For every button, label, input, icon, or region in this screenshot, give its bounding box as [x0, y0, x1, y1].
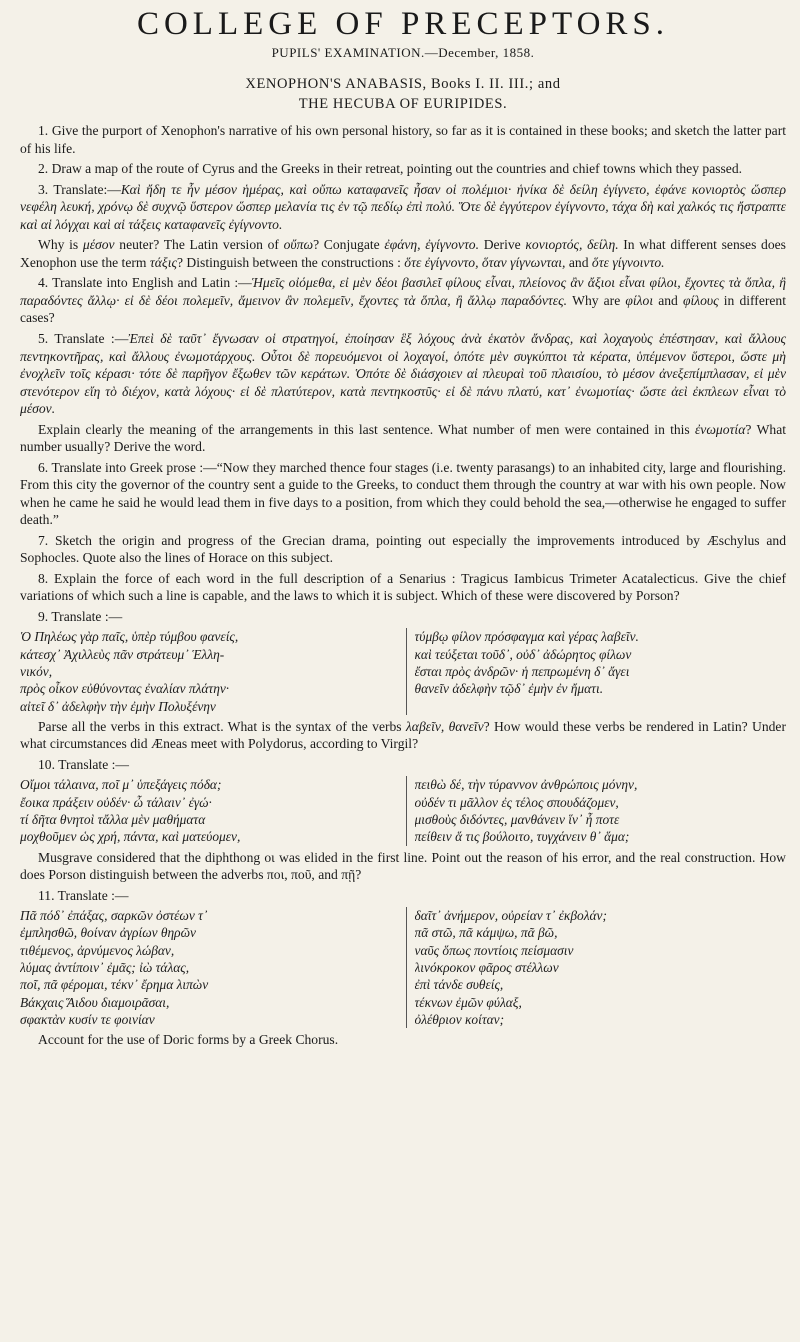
verse-line: ἐπὶ τάνδε συθείς, [414, 977, 504, 993]
verse-column-right [406, 628, 787, 714]
question-3: 3. Translate:—Καὶ ἤδη τε ἦν μέσον ἡμέρας, καὶ οὔπω καταφανεῖς ἦσαν οἱ πολέμιοι· ἡνίκα δὲ δείλη ἐγίγνετο, ἐφάνε κονιορτὸς ὥσπερ νεφέλη λευκή, χρόνῳ δὲ συχνῷ ὕστερον ὥσπερ μελανία τις ἐν τῷ πεδίῳ ἐπὶ πολύ. Ὅτε δὲ ἐγγύτερον ἐγίγνοντο, τάχα δὴ καὶ χαλκός τις ἤστραπτε καὶ αἱ λόγχαι καὶ αἱ τάξεις καταφανεῖς ἐγίγνοντο. [20, 181, 786, 232]
verse-line: Οἴμοι τάλαινα, ποῖ μ᾽ ὑπεξάγεις πόδα; [20, 777, 222, 793]
verse-column-right [406, 776, 787, 845]
question-8: 8. Explain the force of each word in the full description of a Senarius : Tragicus Iambicus Trimeter Acatalecticus. Give the chief variations of which such a line is capable, and the laws to which it is subject. Which of these were discovered by Porson? [20, 570, 786, 604]
question-11-tasks: Account for the use of Doric forms by a Greek Chorus. [38, 1032, 339, 1048]
verse-column-left [20, 628, 392, 714]
verse-line: Ὁ Πηλέως γὰρ παῖς, ὑπὲρ τύμβου φανείς, [20, 629, 239, 645]
greek-passage: Καὶ ἤδη τε ἦν μέσον ἡμέρας, καὶ οὔπω καταφανεῖς ἦσαν οἱ πολέμιοι· ἡνίκα δὲ δείλη ἐγίγνετο, ἐφάνε κονιορτὸς ὥσπερ νεφέλη λευκή, χρόνῳ δὲ συχνῷ ὕστερον ὥσπερ μελανία τις ἐν τῷ πεδίῳ ἐπὶ πολύ. Ὅτε δὲ ἐγγύτερον ἐγίγνοντο, τάχα δὴ καὶ χαλκός τις ἤστραπτε καὶ αἱ λόγχαι καὶ αἱ τάξεις καταφανεῖς ἐγίγνοντο. [20, 181, 786, 232]
verse-line: πείθειν ἅ τις βούλοιτο, τυγχάνειν θ᾽ ἅμα; [414, 829, 630, 845]
question-9: 9. Translate :— [38, 608, 123, 624]
question-9-tasks: Parse all the verbs in this extract. What is the syntax of the verbs λαβεῖν, θανεῖν? How would these verbs be rendered in Latin? Under what circumstances did Æneas meet with Polydorus, according to Virgil? [20, 718, 786, 752]
verse-line: τέκνων ἐμῶν φύλαξ, [414, 994, 522, 1010]
verse-line: πειθὼ δέ, τὴν τύραννον ἀνθρώποις μόνην, [414, 777, 638, 793]
verse-column-left [20, 907, 392, 1028]
verse-line: τύμβῳ φίλον πρόσφαγμα καὶ γέρας λαβεῖν. [414, 629, 639, 645]
exam-subtitle: PUPILS' EXAMINATION.—December, 1858. [271, 45, 535, 60]
question-4: 4. Translate into English and Latin :—Ἡμεῖς οἰόμεθα, εἰ μὲν δέοι βασιλεῖ φίλους εἶναι, πλείονος ἂν ἄξιοι εἶναι φίλοι, ἔχοντες τὰ ὅπλα, ἢ παραδόντες ἄλλῳ· εἰ δὲ δέοι πολεμεῖν, ἄμεινον ἂν πολεμεῖν, ἔχοντες τὰ ὅπλα, ἢ ἄλλῳ παραδόντες. Why are φίλοι and φίλους in different cases? [20, 275, 786, 326]
verse-line: οὐδέν τι μᾶλλον ἐς τέλος σπουδάζομεν, [414, 794, 619, 810]
verse-line: ἐμπλησθῶ, θοίναν ἀγρίων θηρῶν [20, 925, 196, 941]
verse-extract [20, 628, 786, 714]
verse-line: τιθέμενος, ἀρνύμενος λώβαν, [20, 942, 175, 958]
verse-line: τί δῆτα θνητοὶ τἄλλα μὲν μαθήματα [20, 812, 206, 828]
verse-line: ὀλέθριον κοίταν; [414, 1011, 505, 1027]
question-3-tasks: Why is μέσον neuter? The Latin version of οὔπω? Conjugate ἐφάνη, ἐγίγνοντο. Derive κονιορτός, δείλη. In what different senses does Xenophon use the term τάξις? Distinguish between the constructions : ὅτε ἐγίγνοντο, ὅταν γίγνωνται, and ὅτε γίγνοιντο. [20, 237, 786, 270]
college-title: COLLEGE OF PRECEPTORS. [136, 6, 670, 42]
question-2: 2. Draw a map of the route of Cyrus and the Greeks in their retreat, pointing out the countries and chief towns which they passed. [38, 161, 743, 177]
verse-line: Πᾶ πόδ᾽ ἐπάξας, σαρκῶν ὀστέων τ᾽ [20, 908, 208, 924]
question-5-tasks: Explain clearly the meaning of the arrangements in this last sentence. What number of men were contained in this ἐνωμοτία? What number usually? Derive the word. [20, 421, 787, 455]
verse-line: πρὸς οἶκον εὐθύνοντας ἐναλίαν πλάτην· [20, 681, 230, 697]
question-10: 10. Translate :— [38, 756, 130, 772]
question-10-tasks: Musgrave considered that the diphthong οι was elided in the first line. Point out the reason of his error, and the real construction. How does Porson distinguish between the adverbs ποι, ποῦ, and πῇ? [20, 849, 786, 883]
question-5: 5. Translate :—Ἐπεὶ δὲ ταῦτ᾽ ἔγνωσαν οἱ στρατηγοί, ἐποίησαν ἓξ λόχους ἀνὰ ἑκατὸν ἄνδρας, καὶ λοχαγοὺς ἐπέστησαν, καὶ ἄλλους πεντηκοντῆρας, καὶ ἄλλους ἐνωμοτάρχους. Οὗτοι δὲ πορευόμενοι οἱ λοχαγοί, ὁπότε μὲν συγκύπτοι τὰ κέρατα, ὑπέμενον ὕστεροι, ὥστε μὴ ἐνοχλεῖν τοῖς κέρασι· τότε δὲ παρῆγον ἔξωθεν τῶν κεράτων. Ὁπότε δὲ διάσχοιεν αἱ πλευραὶ τοῦ πλαισίου, τὸ μέσον ἀνεξεπίμπλασαν, εἰ μὲν στενότερον εἴη τὸ διέχον, κατὰ λόχους· εἰ δὲ πλατύτερον, κατὰ πεντηκοστῦς· εἰ δὲ πάνυ πλατύ, κατ᾽ ἐνωμοτίας· ὥστε ἀεὶ ἐκπλεων εἶναι τὸ μέσον. [20, 330, 786, 417]
verse-line: λύμας ἀντίποιν᾽ ἐμᾶς; ἰὼ τάλας, [20, 960, 190, 976]
verse-line: μοχθοῦμεν ὡς χρή, πάντα, καὶ ματεύομεν, [20, 829, 241, 845]
verse-column-left [20, 776, 392, 845]
verse-line: δαῖτ᾽ ἀνήμερον, οὐρείαν τ᾽ ἐκβολάν; [414, 908, 607, 924]
paper-heading-line2: THE HECUBA OF EURIPIDES. [298, 95, 508, 112]
greek-passage: Ἐπεὶ δὲ ταῦτ᾽ ἔγνωσαν οἱ στρατηγοί, ἐποίησαν ἓξ λόχους ἀνὰ ἑκατὸν ἄνδρας, καὶ λοχαγοὺς ἐπέστησαν, καὶ ἄλλους πεντηκοντῆρας, καὶ ἄλλους ἐνωμοτάρχους. Οὗτοι δὲ πορευόμενοι οἱ λοχαγοί, ὁπότε μὲν συγκύπτοι τὰ κέρατα, ὑπέμενον ὕστεροι, ὥστε μὴ ἐνοχλεῖν τοῖς κέρασι· τότε δὲ παρῆγον ἔξωθεν τῶν κεράτων. Ὁπότε δὲ διάσχοιεν αἱ πλευραὶ τοῦ πλαισίου, τὸ μέσον ἀνεξεπίμπλασαν, εἰ μὲν στενότερον εἴη τὸ διέχον, κατὰ λόχους· εἰ δὲ πλατύτερον, κατὰ πεντηκοστῦς· εἰ δὲ πάνυ πλατύ, κατ᾽ ἐνωμοτίας· ὥστε ἀεὶ ἐκπλεων εἶναι τὸ μέσον. [20, 330, 786, 417]
question-1: 1. Give the purport of Xenophon's narrative of his own personal history, so far as it is contained in these books; and sketch the latter part of his life. [20, 123, 786, 156]
verse-line: καὶ τεύξεται τοῦδ᾽, οὐδ᾽ ἀδώρητος φίλων [414, 646, 632, 662]
question-7: 7. Sketch the origin and progress of the Grecian drama, pointing out especially the improvements introduced by Æschylus and Sophocles. Quote also the lines of Horace on this subject. [20, 532, 786, 566]
verse-line: νικόν, [20, 664, 53, 680]
verse-line: μισθοὺς διδόντες, μανθάνειν ἵν᾽ ἦ ποτε [414, 812, 620, 828]
verse-line: αἰτεῖ δ᾽ ἀδελφὴν τὴν ἐμὴν Πολυξένην [20, 698, 216, 714]
verse-extract [20, 907, 786, 1028]
verse-line: ποῖ, πᾶ φέρομαι, τέκν᾽ ἔρημα λιπὼν [20, 977, 209, 993]
verse-line: ἔσται πρὸς ἀνδρῶν· ἡ πεπρωμένη δ᾽ ἄγει [414, 664, 630, 680]
question-11: 11. Translate :— [38, 887, 129, 903]
verse-line: πᾶ στῶ, πᾶ κάμψω, πᾶ βῶ, [414, 925, 558, 941]
verse-line: θανεῖν ἀδελφὴν τῷδ᾽ ἐμὴν ἐν ἤματι. [414, 681, 604, 697]
verse-extract [20, 776, 786, 845]
question-6: 6. Translate into Greek prose :—“Now they marched thence four stages (i.e. twenty parasangs) to an inhabited city, large and flourishing. From this city the governor of the country sent a guide to the Greeks, to conduct them through the country at war with his own people. Now when he came he said he would lead them in five days to a position, from which they could behold the sea,—otherwise he engaged to suffer death.” [20, 459, 786, 528]
verse-line: λινόκροκον φᾶρος στέλλων [414, 960, 559, 976]
verse-line: Βάκχαις Ἅιδου διαμοιρᾶσαι, [20, 994, 170, 1010]
verse-line: σφακτὰν κυσίν τε φοινίαν [20, 1011, 155, 1027]
verse-line: ἔοικα πράξειν οὐδέν· ὦ τάλαιν᾽ ἐγώ· [20, 794, 212, 810]
verse-line: ναῦς ὅπως ποντίοις πείσμασιν [414, 942, 574, 958]
verse-column-right [406, 907, 787, 1028]
verse-line: κάτεσχ᾽ Ἀχιλλεὺς πᾶν στράτευμ᾽ Ἑλλη- [20, 646, 225, 662]
greek-passage: Ἡμεῖς οἰόμεθα, εἰ μὲν δέοι βασιλεῖ φίλους εἶναι, πλείονος ἂν ἄξιοι εἶναι φίλοι, ἔχοντες τὰ ὅπλα, ἢ παραδόντες ἄλλῳ· εἰ δὲ δέοι πολεμεῖν, ἄμεινον ἂν πολεμεῖν, ἔχοντες τὰ ὅπλα, ἢ ἄλλῳ παραδόντες. [20, 275, 786, 308]
paper-heading: XENOPHON'S ANABASIS, Books I. II. III.; and [245, 76, 561, 92]
